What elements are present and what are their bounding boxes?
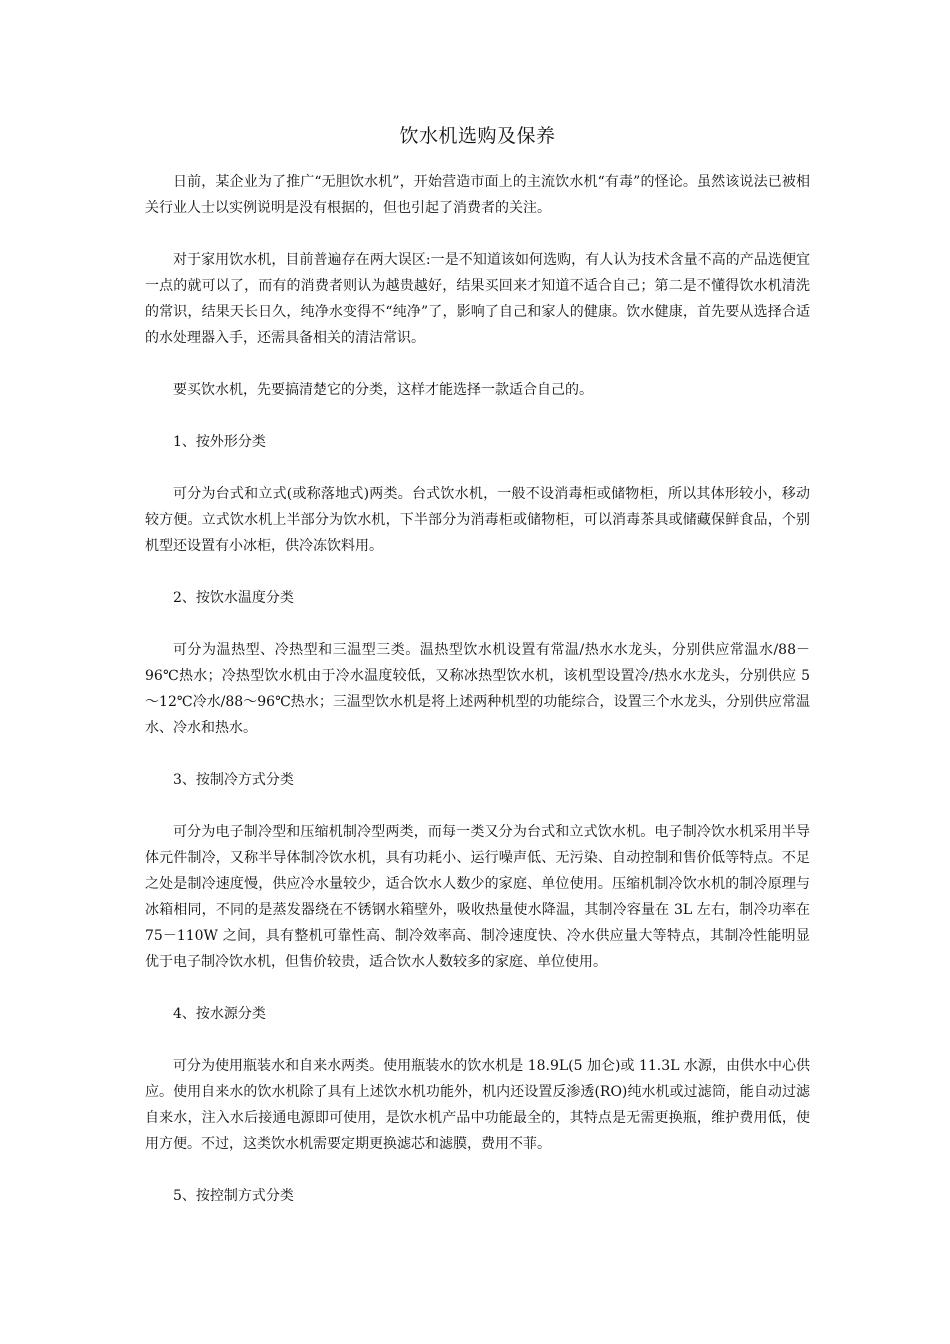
intro-paragraph: 日前，某企业为了推广“无胆饮水机”，开始营造市面上的主流饮水机“有毒”的怪论。虽然该说法已被相关行业人士以实例说明是没有根据的，但也引起了消费者的关注。: [145, 174, 810, 216]
section-body-water-source: 可分为使用瓶装水和自来水两类。使用瓶装水的饮水机是 18.9L(5 加仑)或 11.3L 水源，由供水中心供应。使用自来水的饮水机除了具有上述饮水机功能外，机内还设置反渗透(RO)纯水机或过滤筒，能自动过滤自来水，注入水后接通电源即可使用，是饮水机产品中功能最全的，其特点是无需更换瓶，维护费用低，使用方便。不过，这类饮水机需要定期更换滤芯和滤膜，费用不菲。: [145, 1058, 810, 1152]
section-heading-shape: 1、按外形分类: [173, 434, 266, 450]
misconceptions-paragraph: 对于家用饮水机，目前普遍存在两大误区:一是不知道该如何选购，有人认为技术含量不高的产品选便宜一点的就可以了，而有的消费者则认为越贵越好，结果买回来才知道不适合自己；第二是不懂得饮水机清洗的常识，结果天长日久，纯净水变得不“纯净”了，影响了自己和家人的健康。饮水健康，首先要从选择合适的水处理器入手，还需具备相关的清洁常识。: [145, 252, 810, 346]
document-title: 饮水机选购及保养: [399, 125, 556, 147]
section-heading-control: 5、按控制方式分类: [173, 1188, 294, 1204]
section-heading-cooling: 3、按制冷方式分类: [173, 772, 294, 788]
section-body-shape: 可分为台式和立式(或称落地式)两类。台式饮水机，一般不设消毒柜或储物柜，所以其体形较小，移动较方便。立式饮水机上半部分为饮水机，下半部分为消毒柜或储物柜，可以消毒茶具或储藏保鲜食品，个别机型还设置有小冰柜，供冷冻饮料用。: [145, 486, 810, 554]
section-body-temperature: 可分为温热型、冷热型和三温型三类。温热型饮水机设置有常温/热水水龙头，分别供应常温水/88－96℃热水；冷热型饮水机由于冷水温度较低，又称冰热型饮水机，该机型设置冷/热水水龙头，分别供应 5～12℃冷水/88～96℃热水；三温型饮水机是将上述两种机型的功能综合，设置三个水龙头，分别供应常温水、冷水和热水。: [145, 642, 810, 736]
classification-intro-paragraph: 要买饮水机，先要搞清楚它的分类，这样才能选择一款适合自己的。: [173, 382, 593, 398]
section-heading-water-source: 4、按水源分类: [173, 1006, 266, 1022]
section-heading-temperature: 2、按饮水温度分类: [173, 590, 294, 606]
document-body: [145, 121, 810, 1235]
section-body-cooling: 可分为电子制冷型和压缩机制冷型两类，而每一类又分为台式和立式饮水机。电子制冷饮水机采用半导体元件制冷，又称半导体制冷饮水机，具有功耗小、运行噪声低、无污染、自动控制和售价低等特点。不足之处是制冷速度慢，供应冷水量较少，适合饮水人数少的家庭、单位使用。压缩机制冷饮水机的制冷原理与冰箱相同，不同的是蒸发器绕在不锈钢水箱壁外，吸收热量使水降温，其制冷容量在 3L 左右，制冷功率在 75－110W 之间，具有整机可靠性高、制冷效率高、制冷速度快、冷水供应量大等特点，其制冷性能明显优于电子制冷饮水机，但售价较贵，适合饮水人数较多的家庭、单位使用。: [145, 824, 810, 970]
